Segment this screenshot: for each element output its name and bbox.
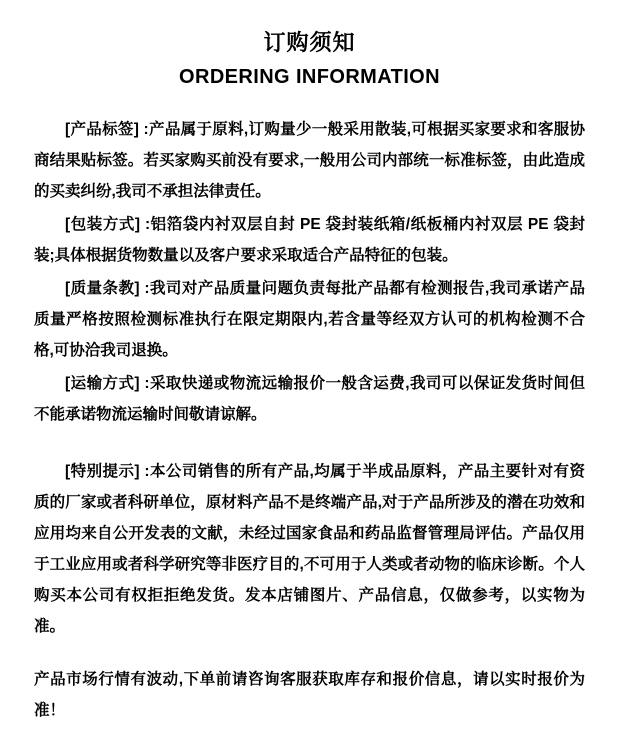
- paragraph-product-label: [产品标签] :产品属于原料,订购量少一般采用散装,可根据买家要求和客服协商结果贴标签。若买家购买前没有要求,一般用公司内部统一标准标签，由此造成的买卖纠纷,我司不承担法律责任。: [34, 121, 585, 200]
- section-spacer: [34, 432, 585, 456]
- paragraph-quality-terms: [质量条教] :我司对产品质量问题负责每批产品都有检测报告,我司承诺产品质量严格按照检测标准执行在限定期限内,若含量等经双方认可的机构检测不合格,可协洽我司退换。: [34, 280, 585, 359]
- page-title-english: ORDERING INFORMATION: [179, 66, 440, 88]
- paragraph-market-price-notice: 产品市场行情有波动,下单前请咨询客服获取库存和报价信息，请以实时报价为准！: [34, 671, 585, 719]
- section-spacer-2: [34, 644, 585, 664]
- document-body: [34, 114, 585, 726]
- paragraph-packaging-method: [包装方式] :铝箔袋内衬双层自封 PE 袋封装纸箱/纸板桶内衬双层 PE 袋封装;具体根据货物数量以及客户要求采取适合产品特征的包装。: [34, 216, 585, 264]
- paragraph-shipping-method: [运输方式] :采取快递或物流远输报价一般含运费,我司可以保证发货时间但不能承诺物流运输时间敬请谅解。: [34, 375, 585, 423]
- page-title-chinese: 订购须知: [263, 30, 356, 55]
- paragraph-special-notice: [特别提示] :本公司销售的所有产品,均属于半成品原料，产品主要针对有资质的厂家或者科研单位，原材料产品不是终端产品,对于产品所涉及的潜在功效和应用均来自公开发表的文献，未经过国家食品和药品监督管理局评估。产品仅用于工业应用或者科学研究等非医疗目的,不可用于人类或者动物的临床诊断。个人购买本公司有权拒拒绝发货。发本店铺图片、产品信息，仅做参考，以实物为准。: [34, 463, 585, 635]
